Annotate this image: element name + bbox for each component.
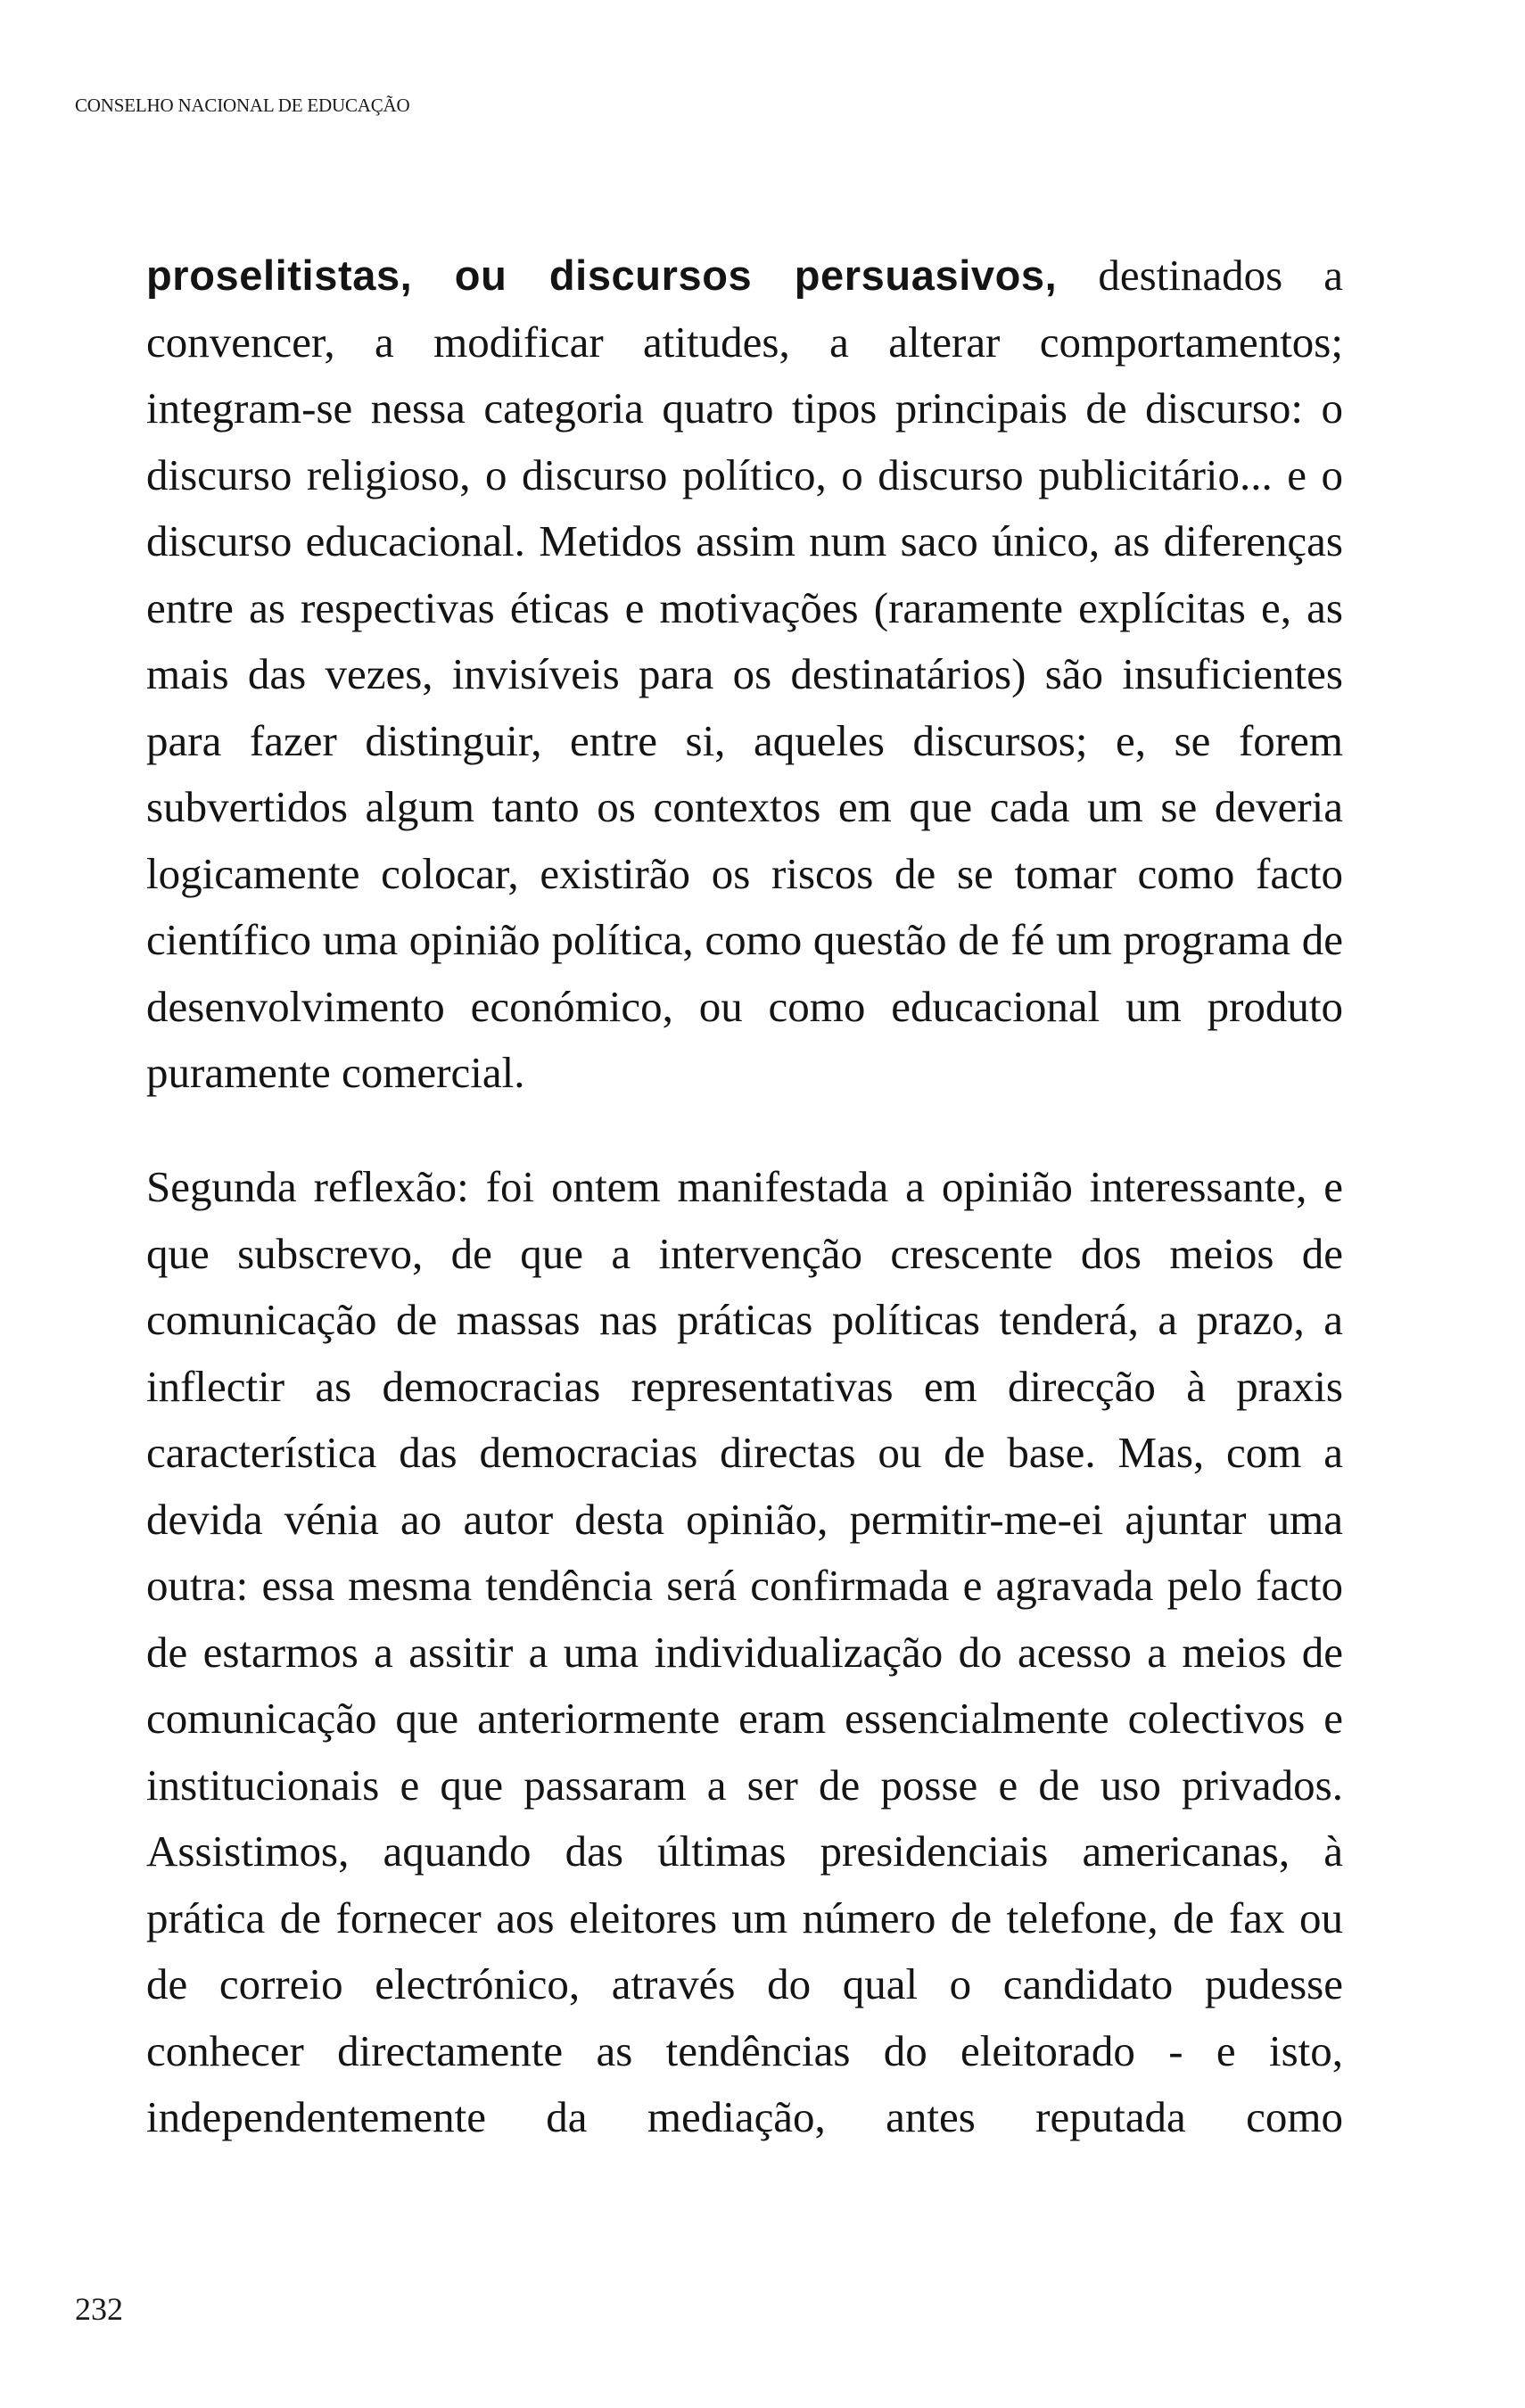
paragraph-1-line-8: para fazer distinguir, entre si, aqueles discursos; e, se forem	[146, 715, 1343, 765]
paragraph-1-line-12: desenvolvimento económico, ou como educacional um produto	[146, 981, 1343, 1031]
paragraph-1	[146, 243, 1343, 1107]
paragraph-2-line-15: independentemente da mediação, antes reputada como	[146, 2092, 1343, 2141]
paragraph-1-line-1	[146, 243, 1343, 309]
paragraph-1-line-4: discurso religioso, o discurso político, o discurso publicitário... e o	[146, 449, 1343, 499]
paragraph-2-line-6: devida vénia ao autor desta opinião, permitir-me-ei ajuntar uma	[146, 1494, 1343, 1544]
paragraph-2-line-13: de correio electrónico, através do qual o candidato pudesse	[146, 1959, 1343, 2008]
paragraph-1-line-7: mais das vezes, invisíveis para os destinatários) são insuficientes	[146, 649, 1343, 698]
paragraph-1-line-2: convencer, a modificar atitudes, a alterar comportamentos;	[146, 317, 1343, 367]
paragraph-2-line-10: institucionais e que passaram a ser de posse e de uso privados.	[146, 1760, 1343, 1810]
paragraph-1-line-10: logicamente colocar, existirão os riscos de se tomar como facto	[146, 848, 1343, 898]
paragraph-2-line-4: inflectir as democracias representativas em direcção à praxis	[146, 1361, 1343, 1411]
paragraph-2-line-7: outra: essa mesma tendência será confirmada e agravada pelo facto	[146, 1561, 1343, 1610]
page-number: 232	[75, 2291, 123, 2327]
paragraph-2-line-12: prática de fornecer aos eleitores um número de telefone, de fax ou	[146, 1893, 1343, 1942]
paragraph-2-line-2: que subscrevo, de que a intervenção crescente dos meios de	[146, 1228, 1343, 1278]
paragraph-2-line-14: conhecer directamente as tendências do eleitorado - e isto,	[146, 2025, 1343, 2075]
paragraph-1-line-5: discurso educacional. Metidos assim num saco único, as diferenças	[146, 516, 1343, 565]
bold-lead-phrase: proselitistas, ou discursos persuasivos,	[146, 252, 1058, 299]
paragraph-2-line-11: Assistimos, aquando das últimas presidenciais americanas, à	[146, 1827, 1343, 1876]
paragraph-1-line-11: científico uma opinião política, como questão de fé um programa de	[146, 915, 1343, 964]
paragraph-2-line-8: de estarmos a assitir a uma individualização do acesso a meios de	[146, 1627, 1343, 1677]
paragraph-2-line-9: comunicação que anteriormente eram essencialmente colectivos e	[146, 1694, 1343, 1743]
paragraph-1-line-3: integram-se nessa categoria quatro tipos principais de discurso: o	[146, 383, 1343, 433]
paragraph-2-line-1: Segunda reflexão: foi ontem manifestada a opinião interessante, e	[146, 1162, 1343, 1211]
line-text: destinados a	[1057, 251, 1343, 300]
paragraph-1-line-6: entre as respectivas éticas e motivações (raramente explícitas e, as	[146, 582, 1343, 632]
paragraph-2-line-3: comunicação de massas nas práticas políticas tenderá, a prazo, a	[146, 1295, 1343, 1344]
paragraph-2	[146, 1154, 1343, 2151]
paragraph-1-line-9: subvertidos algum tanto os contextos em que cada um se deveria	[146, 782, 1343, 831]
running-header: CONSELHO NACIONAL DE EDUCAÇÃO	[75, 95, 410, 116]
paragraph-2-line-5: característica das democracias directas ou de base. Mas, com a	[146, 1428, 1343, 1477]
paragraph-1-line-13: puramente comercial.	[146, 1048, 525, 1097]
